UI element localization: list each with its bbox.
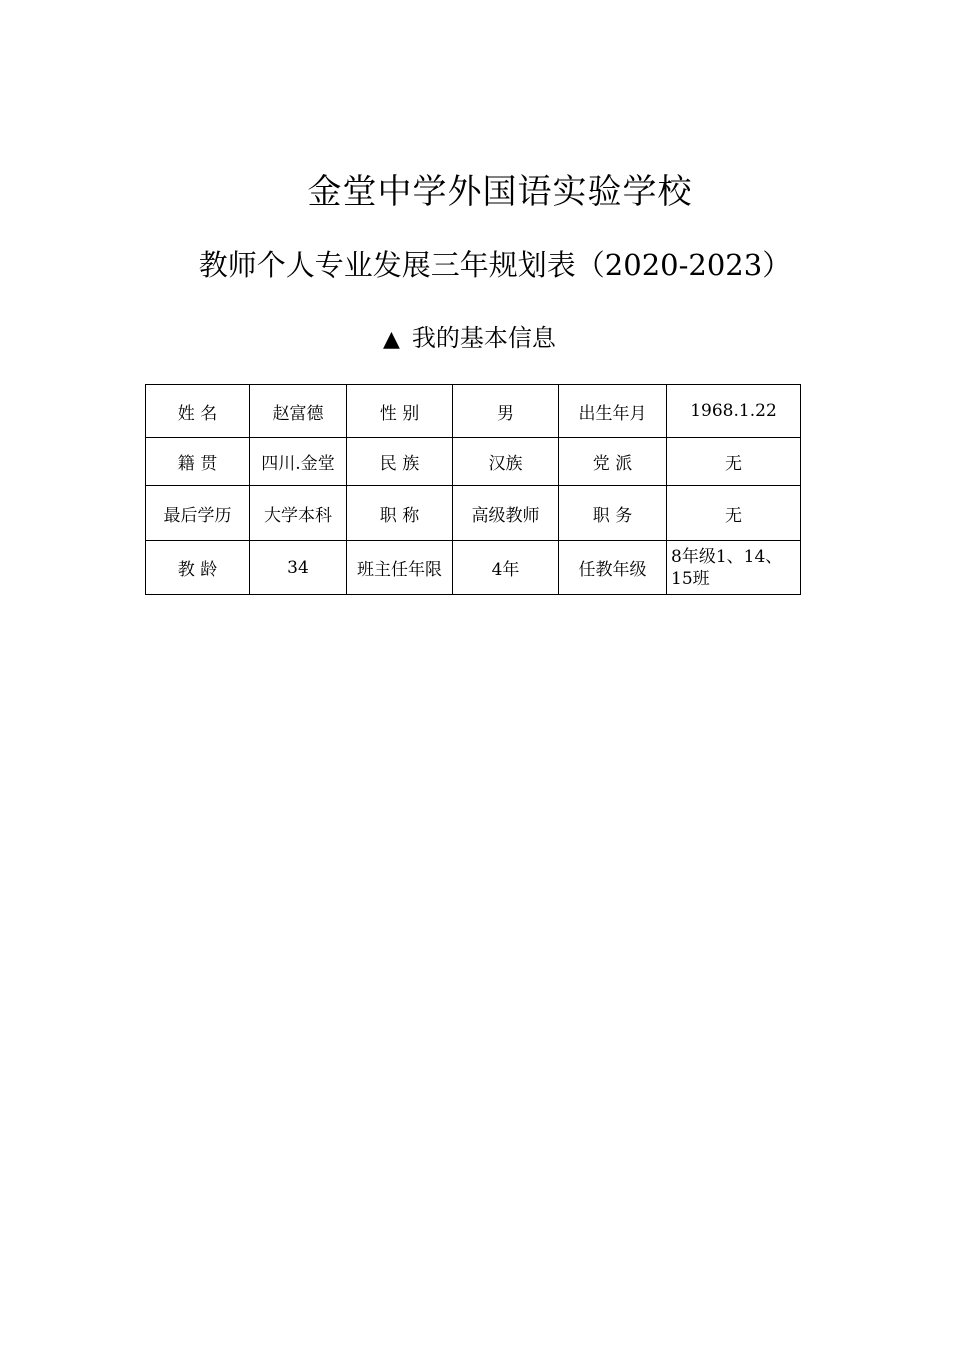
value-teaching-grade: 8年级1、14、15班 (667, 541, 801, 595)
label-gender: 性 别 (347, 385, 453, 438)
table-row (146, 438, 801, 486)
section-heading-text: 我的基本信息 (411, 324, 556, 352)
label-head-teacher-years: 班主任年限 (347, 541, 453, 595)
label-birth-date: 出生年月 (559, 385, 667, 438)
basic-info-table (145, 384, 801, 595)
value-gender: 男 (453, 385, 559, 438)
value-title: 高级教师 (453, 486, 559, 541)
plan-title: 教师个人专业发展三年规划表（2020-2023） (198, 248, 792, 282)
label-native-place: 籍 贯 (146, 438, 250, 486)
value-name: 赵富德 (250, 385, 347, 438)
label-teaching-years: 教 龄 (146, 541, 250, 595)
value-party: 无 (667, 438, 801, 486)
value-ethnicity: 汉族 (453, 438, 559, 486)
label-position: 职 务 (559, 486, 667, 541)
triangle-icon: ▲ (383, 327, 400, 352)
label-ethnicity: 民 族 (347, 438, 453, 486)
table-row (146, 486, 801, 541)
label-teaching-grade: 任教年级 (559, 541, 667, 595)
value-native-place: 四川.金堂 (250, 438, 347, 486)
label-name: 姓 名 (146, 385, 250, 438)
label-title: 职 称 (347, 486, 453, 541)
label-party: 党 派 (559, 438, 667, 486)
value-birth-date: 1968.1.22 (667, 385, 801, 438)
value-head-teacher-years: 4年 (453, 541, 559, 595)
value-position: 无 (667, 486, 801, 541)
label-education: 最后学历 (146, 486, 250, 541)
table-row (146, 541, 801, 595)
school-title: 金堂中学外国语实验学校 (307, 172, 693, 212)
table-row (146, 385, 801, 438)
section-heading (383, 318, 556, 358)
value-education: 大学本科 (250, 486, 347, 541)
value-teaching-years: 34 (250, 541, 347, 595)
